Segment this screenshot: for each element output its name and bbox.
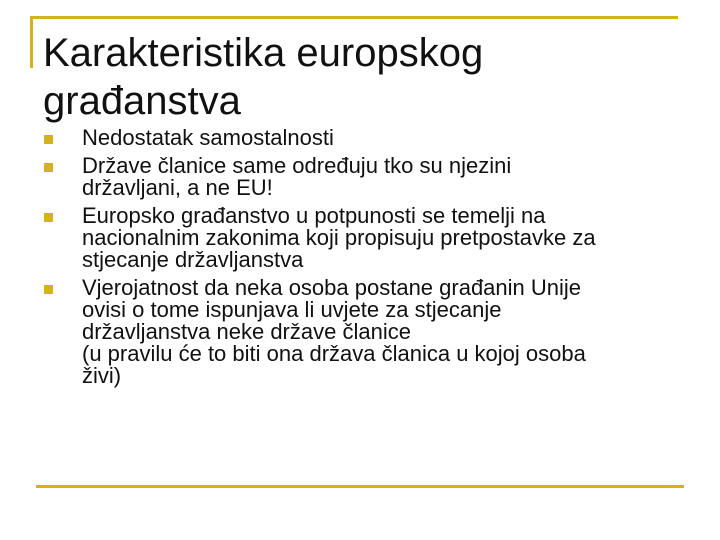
bullet-item	[43, 155, 683, 199]
bullet-text-line: Nedostatak samostalnosti	[82, 125, 334, 150]
square-bullet-icon	[44, 213, 53, 222]
bullet-text-line: stjecanje državljanstva	[82, 247, 304, 272]
bullet-text-line: nacionalnim zakonima koji propisuju pretpostavke za	[82, 225, 596, 250]
left-rule	[30, 16, 33, 68]
bullet-text-line: Države članice same određuju tko su njezini	[82, 153, 512, 178]
bottom-rule	[36, 485, 684, 488]
square-bullet-icon	[44, 285, 53, 294]
square-bullet-icon	[44, 135, 53, 144]
bullet-text-line: Vjerojatnost da neka osoba postane građanin Unije	[82, 275, 582, 300]
slide-title	[43, 29, 683, 125]
bullet-text-line: državljani, a ne EU!	[82, 175, 273, 200]
bullet-item	[43, 277, 683, 387]
bullet-text-line: državljanstva neke države članice	[82, 319, 411, 344]
bullet-text-line: Europsko građanstvo u potpunosti se temelji na	[82, 203, 546, 228]
bullet-text-line: (u pravilu će to biti ona država članica u kojoj osoba	[82, 341, 586, 366]
top-rule	[30, 16, 678, 19]
bullet-item	[43, 205, 683, 271]
bullet-text-line: živi)	[82, 363, 122, 388]
bullet-text-line: ovisi o tome ispunjava li uvjete za stjecanje	[82, 297, 502, 322]
bullet-list	[43, 127, 683, 393]
slide-title-line-2: građanstva	[43, 79, 241, 123]
square-bullet-icon	[44, 163, 53, 172]
bullet-item	[43, 127, 683, 149]
slide-title-line-1: Karakteristika europskog	[43, 31, 484, 75]
